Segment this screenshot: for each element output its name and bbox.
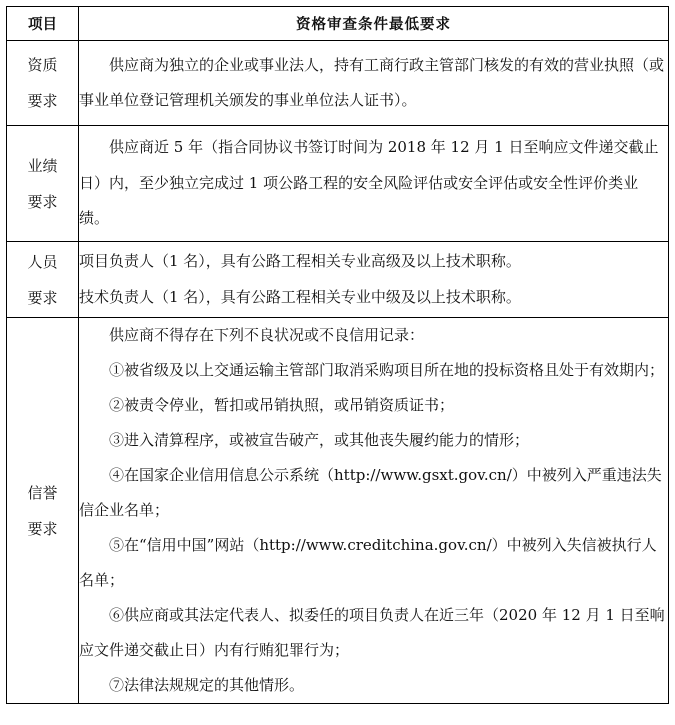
row-content <box>79 242 669 318</box>
row-label-line: 人员 <box>27 252 58 271</box>
header-item: 项目 <box>7 7 79 41</box>
row-qualification <box>7 41 669 126</box>
header-row <box>7 7 669 41</box>
row-label-line: 要求 <box>27 92 58 110</box>
requirement-paragraph: ⑦法律法规规定的其他情形。 <box>109 676 305 694</box>
row-performance <box>7 126 669 242</box>
requirement-paragraph: ⑥供应商或其法定代表人、拟委任的项目负责人在近三年（2020 年 12 月 1 日至响应文件递交截止日）内有行贿犯罪行为； <box>79 606 665 659</box>
row-label <box>7 242 79 318</box>
row-content <box>79 126 669 242</box>
row-content <box>79 41 669 126</box>
row-label <box>7 318 79 704</box>
row-credit <box>7 318 669 704</box>
requirement-paragraph: ②被责令停业，暂扣或吊销执照，或吊销资质证书； <box>109 396 455 414</box>
row-label-line: 业绩 <box>27 156 58 175</box>
requirement-paragraph: 技术负责人（1 名），具有公路工程相关专业中级及以上技术职称。 <box>79 287 521 306</box>
header-requirement: 资格审查条件最低要求 <box>79 7 669 41</box>
requirement-paragraph: ③进入清算程序，或被宣告破产，或其他丧失履约能力的情形； <box>109 431 530 449</box>
requirement-paragraph: 供应商不得存在下列不良状况或不良信用记录： <box>109 326 425 344</box>
requirement-paragraph: ⑤在“信用中国”网站（http://www.creditchina.gov.cn/）中被列入失信被执行人名单； <box>79 536 657 589</box>
requirement-paragraph: 项目负责人（1 名），具有公路工程相关专业高级及以上技术职称。 <box>79 252 521 270</box>
row-label <box>7 41 79 126</box>
qualification-table <box>6 6 669 704</box>
row-personnel <box>7 242 669 318</box>
row-label-line: 要求 <box>27 288 58 307</box>
requirement-paragraph: 供应商近 5 年（指合同协议书签订时间为 2018 年 12 月 1 日至响应文件递交截止日）内，至少独立完成过 1 项公路工程的安全风险评估或安全评估或安全性评价类业绩。 <box>79 138 659 228</box>
row-label-line: 要求 <box>27 192 58 211</box>
row-label-line: 资质 <box>27 56 58 74</box>
requirement-paragraph: 供应商为独立的企业或事业法人，持有工商行政主管部门核发的有效的营业执照（或事业单位登记管理机关颁发的事业单位法人证书）。 <box>79 55 665 109</box>
row-label-line: 信誉 <box>27 483 58 502</box>
row-content <box>79 318 669 704</box>
row-label <box>7 126 79 242</box>
row-label-line: 要求 <box>27 519 58 538</box>
requirement-paragraph: ①被省级及以上交通运输主管部门取消采购项目所在地的投标资格且处于有效期内； <box>109 361 665 379</box>
requirement-paragraph: ④在国家企业信用信息公示系统（http://www.gsxt.gov.cn/）中被列入严重违法失信企业名单； <box>79 466 662 519</box>
